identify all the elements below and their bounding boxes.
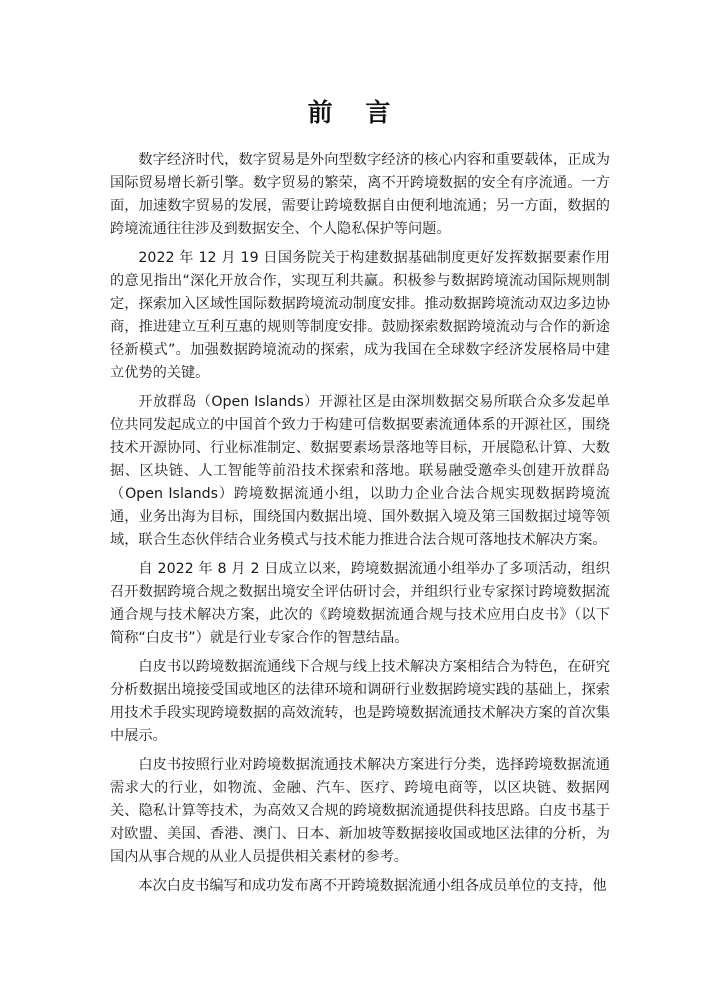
paragraph: 本次白皮书编写和成功发布离不开跨境数据流通小组各成员单位的支持，他 — [138, 878, 607, 894]
body-text — [110, 149, 610, 904]
paragraph: 2022 年 12 月 19 日国务院关于构建数据基础制度更好发挥数据要素作用的意见指出“深化开放合作，实现互利共赢。积极参与数据跨境流动国际规则制定，探索加入区域性国际数据跨境流动制度安排。推动数据跨境流动双边多边协商，推进建立互利互惠的规则等制度安排。鼓励探索数据跨境流动与合作的新途径新模式”。加强数据跨境流动的探索，成为我国在全球数字经济发展格局中建立优势的关键。 — [110, 250, 610, 381]
page-title: 前 言 — [307, 98, 403, 127]
paragraph: 数字经济时代，数字贸易是外向型数字经济的核心内容和重要载体，正成为国际贸易增长新引擎。数字贸易的繁荣，离不开跨境数据的安全有序流通。一方面，加速数字贸易的发展，需要让跨境数据自由便利地流通；另一方面，数据的跨境流通往往涉及到数据安全、个人隐私保护等问题。 — [110, 152, 610, 237]
paragraph: 自 2022 年 8 月 2 日成立以来，跨境数据流通小组举办了多项活动，组织召开数据跨境合规之数据出境安全评估研讨会，并组织行业专家探讨跨境数据流通合规与技术解决方案，此次的《跨境数据流通合规与技术应用白皮书》（以下简称“白皮书”）就是行业专家合作的智慧结晶。 — [110, 561, 610, 646]
paragraph: 白皮书按照行业对跨境数据流通技术解决方案进行分类，选择跨境数据流通需求大的行业，如物流、金融、汽车、医疗、跨境电商等，以区块链、数据网关、隐私计算等技术，为高效又合规的跨境数据流通提供科技思路。白皮书基于对欧盟、美国、香港、澳门、日本、新加坡等数据接收国或地区法律的分析，为国内从事合规的从业人员提供相关素材的参考。 — [110, 757, 610, 865]
paragraph: 白皮书以跨境数据流通线下合规与线上技术解决方案相结合为特色，在研究分析数据出境接受国或地区的法律环境和调研行业数据跨境实践的基础上，探索用技术手段实现跨境数据的高效流转，也是跨境数据流通技术解决方案的首次集中展示。 — [110, 659, 610, 744]
paragraph: 开放群岛（Open Islands）开源社区是由深圳数据交易所联合众多发起单位共同发起成立的中国首个致力于构建可信数据要素流通体系的开源社区，围绕技术开源协同、行业标准制定、数据要素场景落地等目标，开展隐私计算、大数据、区块链、人工智能等前沿技术探索和落地。联易融受邀牵头创建开放群岛（Open Islands）跨境数据流通小组，以助力企业合法合规实现数据跨境流通，业务出海为目标，围绕国内数据出境、国外数据入境及第三国数据过境等领域，联合生态伙伴结合业务模式与技术能力推进合法合规可落地技术解决方案。 — [110, 394, 610, 548]
